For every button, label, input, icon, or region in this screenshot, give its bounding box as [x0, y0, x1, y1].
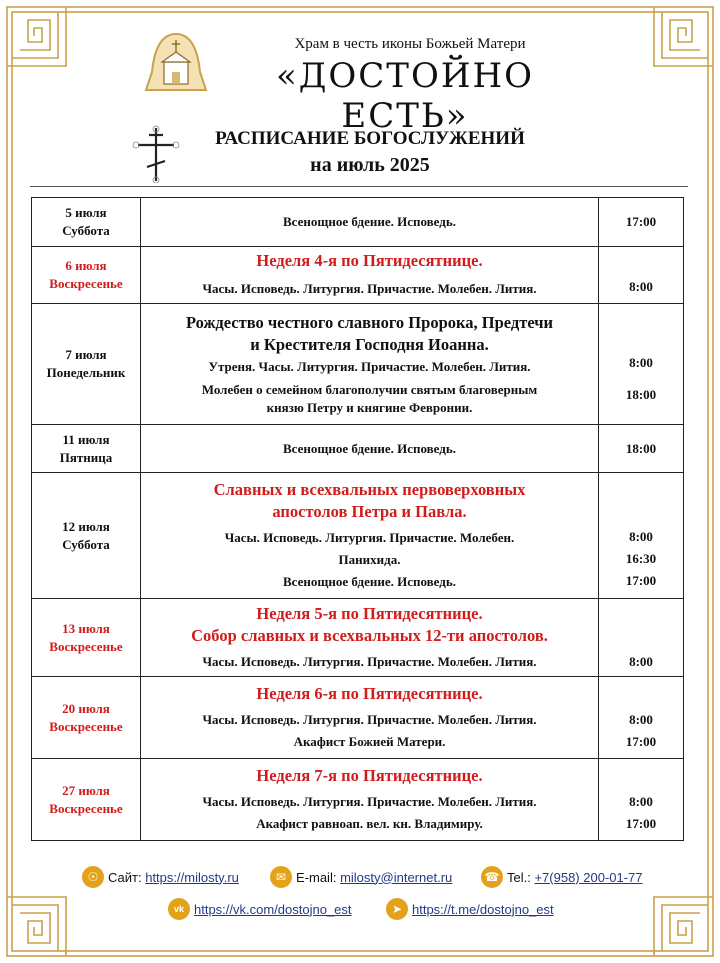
date-cell	[32, 759, 141, 841]
email-label: E-mail:	[296, 869, 337, 885]
telegram-icon: ➤	[386, 898, 408, 920]
vk-contact	[168, 898, 352, 920]
time-cell	[599, 759, 684, 841]
time-text: 8:00	[629, 793, 653, 809]
telegram-link[interactable]: https://t.me/dostojno_est	[412, 901, 554, 917]
date-text: 13 июля	[62, 620, 110, 636]
feast-title: Славных и всехвальных первоверховных	[213, 479, 526, 499]
time-text: 8:00	[629, 711, 653, 727]
weekday-text: Воскресенье	[49, 800, 123, 816]
service-text: Часы. Исповедь. Литургия. Причастие. Молебен. Лития.	[202, 793, 537, 809]
time-text: 8:00	[629, 528, 653, 544]
time-cell	[599, 304, 684, 425]
weekday-text: Воскресенье	[49, 718, 123, 734]
time-text: 17:00	[625, 733, 657, 749]
title-line-1: РАСПИСАНИЕ БОГОСЛУЖЕНИЙ	[215, 128, 525, 149]
service-text: Часы. Исповедь. Литургия. Причастие. Молебен. Лития.	[202, 653, 537, 669]
date-text: 27 июля	[62, 782, 110, 798]
table-row	[32, 599, 684, 677]
weekday-text: Суббота	[62, 223, 110, 238]
vk-icon: vk	[168, 898, 190, 920]
service-cell	[141, 599, 599, 677]
table-row	[32, 473, 684, 599]
time-text: 8:00	[629, 653, 653, 669]
document-title	[180, 128, 560, 177]
time-text: 16:30	[625, 550, 657, 566]
service-text: Молебен о семейном благополучии святым благоверным	[201, 381, 538, 397]
service-cell	[141, 425, 599, 473]
service-cell	[141, 473, 599, 599]
telegram-contact	[386, 898, 554, 920]
table-row	[32, 304, 684, 425]
church-logo-icon	[140, 32, 212, 96]
time-cell	[599, 599, 684, 677]
service-cell	[141, 677, 599, 759]
time-cell	[599, 473, 684, 599]
church-title: «ДОСТОЙНО ЕСТЬ»	[275, 56, 535, 136]
feast-title: Неделя 6-я по Пятидесятнице.	[256, 683, 483, 703]
date-text: 5 июля	[65, 205, 107, 220]
service-cell	[141, 247, 599, 304]
email-contact	[270, 866, 452, 888]
service-text: Часы. Исповедь. Литургия. Причастие. Молебен.	[224, 529, 515, 545]
time-text: 8:00	[629, 355, 653, 370]
service-text: Всенощное бдение. Исповедь.	[283, 214, 456, 229]
service-text: Всенощное бдение. Исповедь.	[283, 573, 456, 589]
church-name: Храм в честь иконы Божьей Матери	[294, 36, 526, 52]
weekday-text: Суббота	[62, 536, 110, 552]
time-cell	[599, 677, 684, 759]
date-cell	[32, 425, 141, 473]
date-cell	[32, 198, 141, 247]
time-cell	[599, 425, 684, 473]
date-cell	[32, 247, 141, 304]
tel-label: Tel.:	[507, 869, 531, 885]
divider	[30, 186, 688, 187]
feast-title: Неделя 7-я по Пятидесятнице.	[256, 765, 483, 785]
tel-link[interactable]: +7(958) 200-01-77	[534, 869, 643, 885]
service-cell	[141, 304, 599, 425]
time-text: 17:00	[625, 214, 657, 229]
service-cell	[141, 759, 599, 841]
email-link[interactable]: milosty@internet.ru	[340, 869, 453, 885]
service-text: Всенощное бдение. Исповедь.	[283, 440, 456, 456]
phone-icon: ☎	[481, 866, 503, 888]
date-text: 6 июля	[65, 258, 107, 273]
title-line-2: на июль 2025	[310, 154, 430, 176]
weekday-text: Пятница	[59, 449, 113, 465]
weekday-text: Понедельник	[46, 365, 126, 380]
envelope-icon: ✉	[270, 866, 292, 888]
table-row	[32, 677, 684, 759]
time-text: 18:00	[625, 440, 657, 456]
service-text: князю Петру и княгине Февронии.	[266, 399, 473, 415]
schedule-table	[31, 197, 684, 841]
vk-link[interactable]: https://vk.com/dostojno_est	[194, 901, 352, 917]
service-text: Панихида.	[338, 551, 401, 567]
weekday-text: Воскресенье	[49, 638, 123, 654]
service-text: Утреня. Часы. Литургия. Причастие. Молебен. Лития.	[208, 358, 531, 374]
feast-title: Рождество честного славного Пророка, Предтечи	[185, 312, 554, 332]
date-cell	[32, 599, 141, 677]
phone-contact	[481, 866, 643, 888]
feast-title: Неделя 5-я по Пятидесятнице.	[256, 603, 483, 623]
table-row	[32, 198, 684, 247]
date-text: 11 июля	[62, 431, 110, 447]
service-text: Акафист Божией Матери.	[293, 733, 446, 749]
service-text: Часы. Исповедь. Литургия. Причастие. Молебен. Лития.	[202, 711, 537, 727]
time-text: 17:00	[625, 572, 657, 588]
date-cell	[32, 677, 141, 759]
feast-title: и Крестителя Господня Иоанна.	[250, 334, 489, 354]
time-text: 17:00	[625, 815, 657, 831]
service-text: Часы. Исповедь. Литургия. Причастие. Молебен. Лития.	[202, 281, 537, 296]
date-text: 12 июля	[62, 518, 110, 534]
date-text: 7 июля	[65, 347, 107, 362]
date-cell	[32, 473, 141, 599]
service-cell	[141, 198, 599, 247]
table-row	[32, 425, 684, 473]
date-text: 20 июля	[62, 700, 110, 716]
service-text: Акафист равноап. вел. кн. Владимиру.	[256, 815, 483, 831]
feast-title: Собор славных и всехвальных 12-ти апостолов.	[191, 625, 548, 645]
time-text: 18:00	[625, 387, 657, 402]
time-cell	[599, 198, 684, 247]
time-cell	[599, 247, 684, 304]
weekday-text: Воскресенье	[49, 276, 123, 291]
feast-title: Неделя 4-я по Пятидесятнице.	[256, 251, 483, 270]
site-link[interactable]: https://milosty.ru	[145, 869, 239, 885]
date-cell	[32, 304, 141, 425]
time-text: 8:00	[629, 279, 653, 294]
site-label: Сайт:	[108, 869, 142, 885]
table-row	[32, 247, 684, 304]
feast-title: апостолов Петра и Павла.	[272, 501, 467, 521]
table-row	[32, 759, 684, 841]
globe-icon: ☉	[82, 866, 104, 888]
site-contact	[82, 866, 239, 888]
orthodox-cross-icon	[130, 125, 182, 183]
